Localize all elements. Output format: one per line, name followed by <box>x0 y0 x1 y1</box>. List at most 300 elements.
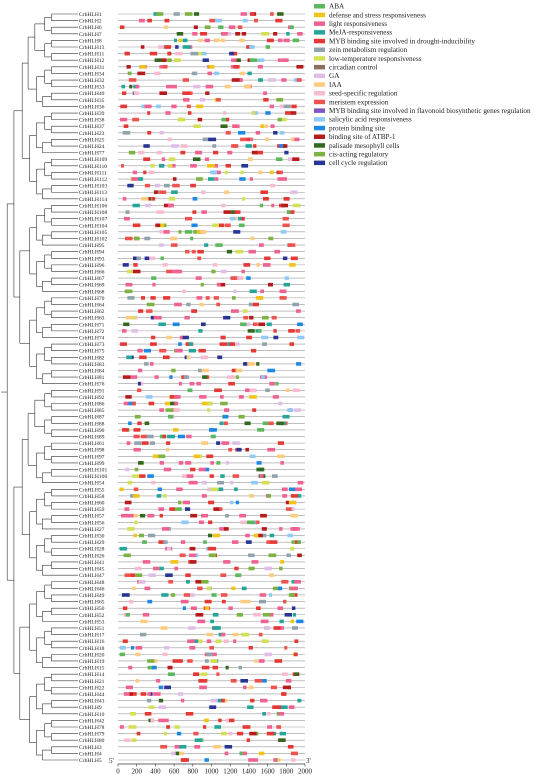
cis-element-box <box>122 91 126 95</box>
cis-element-box <box>294 408 301 412</box>
legend-label: palisade mesophyll cells <box>329 141 400 150</box>
cis-element-box <box>256 296 264 300</box>
cis-element-box <box>143 157 150 161</box>
cis-element-box <box>212 593 217 597</box>
cis-element-box <box>208 547 216 551</box>
cis-element-box <box>261 375 265 379</box>
cis-element-box <box>167 435 175 439</box>
cis-element-box <box>197 257 201 261</box>
cis-element-box <box>253 613 261 617</box>
cis-element-box <box>190 481 197 485</box>
gene-label: CrbHLH77 <box>79 150 105 157</box>
cis-element-box <box>187 474 194 478</box>
cis-element-box <box>287 534 293 538</box>
cis-element-box <box>161 593 168 597</box>
cis-element-box <box>286 501 289 505</box>
cis-element-box <box>225 745 233 749</box>
cis-element-box <box>124 124 129 128</box>
cis-element-box <box>296 309 301 313</box>
cis-element-box <box>141 197 148 201</box>
cis-element-box <box>276 157 283 161</box>
legend-swatch <box>314 56 325 61</box>
cis-element-box <box>291 111 297 115</box>
cis-element-box <box>132 118 139 122</box>
cis-element-box <box>249 686 254 690</box>
cis-element-box <box>241 633 249 637</box>
gene-label: CrbHLH19 <box>79 658 105 665</box>
cis-element-box <box>135 573 142 577</box>
cis-element-box <box>149 402 155 406</box>
cis-element-box <box>283 217 289 221</box>
cis-element-box <box>120 105 127 109</box>
promoter-tracks <box>118 12 305 762</box>
cis-element-box <box>221 270 227 274</box>
gene-label: CrbHLH48 <box>79 579 105 586</box>
cis-element-box <box>262 316 269 320</box>
cis-element-box <box>147 659 154 663</box>
cis-element-box <box>143 144 149 148</box>
cis-element-box <box>285 613 292 617</box>
cis-element-box <box>256 131 261 135</box>
cis-element-box <box>238 25 243 29</box>
gene-label: CrbHLH81 <box>79 375 105 382</box>
cis-element-box <box>280 131 285 135</box>
cis-element-box <box>189 554 196 558</box>
cis-element-box <box>240 323 246 327</box>
gene-label: CrbHLH24 <box>79 144 105 151</box>
cis-element-box <box>211 435 216 439</box>
cis-element-box <box>181 540 185 544</box>
cis-element-box <box>126 613 130 617</box>
cis-element-box <box>253 303 260 307</box>
gene-label: CrbHLH64 <box>79 302 105 309</box>
cis-element-box <box>290 587 298 591</box>
cis-element-box <box>142 441 149 445</box>
cis-element-box <box>151 719 155 723</box>
cis-element-box <box>281 580 288 584</box>
cis-element-box <box>178 342 182 346</box>
cis-element-box <box>124 217 130 221</box>
cis-element-box <box>230 342 236 346</box>
cis-element-box <box>259 752 264 756</box>
cis-element-box <box>132 316 136 320</box>
cis-element-box <box>196 105 203 109</box>
cis-element-box <box>273 336 278 340</box>
cis-element-box <box>127 441 131 445</box>
cis-element-box <box>158 455 165 459</box>
cis-element-box <box>236 369 242 373</box>
cis-element-box <box>214 39 220 43</box>
cis-element-box <box>209 705 216 709</box>
gene-label: CrbHLH66 <box>79 269 105 276</box>
cis-element-box <box>183 606 186 610</box>
cis-element-box <box>223 111 226 115</box>
cis-element-box <box>265 111 270 115</box>
cis-element-box <box>134 428 141 432</box>
cis-element-box <box>168 204 174 208</box>
axis-tick-label: 1000 <box>204 767 219 776</box>
cis-element-box <box>228 32 231 36</box>
cis-element-box <box>284 283 290 287</box>
cis-element-box <box>186 712 194 716</box>
gene-label: CrbHLH21 <box>79 678 105 685</box>
cis-element-box <box>278 402 282 406</box>
cis-element-box <box>256 362 259 366</box>
cis-element-box <box>193 197 198 201</box>
cis-element-box <box>178 501 182 505</box>
cis-element-box <box>262 481 270 485</box>
cis-element-box <box>187 105 191 109</box>
cis-element-box <box>249 646 253 650</box>
cis-element-box <box>146 395 153 399</box>
cis-element-box <box>201 580 209 584</box>
cis-element-box <box>165 573 173 577</box>
cis-element-box <box>132 329 138 333</box>
cis-element-box <box>224 639 229 643</box>
cis-element-box <box>205 25 211 29</box>
cis-element-box <box>228 382 235 386</box>
cis-element-box <box>124 402 129 406</box>
cis-element-box <box>280 461 284 465</box>
cis-element-box <box>282 118 287 122</box>
cis-element-box <box>297 78 302 82</box>
cis-element-box <box>270 534 275 538</box>
cis-element-box <box>204 719 209 723</box>
cis-element-box <box>201 514 208 518</box>
cis-element-box <box>160 230 163 234</box>
gene-label: CrbHLH68 <box>79 289 105 296</box>
cis-element-box <box>212 224 219 228</box>
cis-element-box <box>127 296 134 300</box>
cis-element-box <box>232 441 240 445</box>
cis-element-box <box>216 98 221 102</box>
cis-element-box <box>137 732 141 736</box>
cis-element-box <box>252 408 256 412</box>
cis-element-box <box>141 692 147 696</box>
gene-label: CrbHLH84 <box>79 368 105 375</box>
cis-element-box <box>255 679 263 683</box>
cis-element-box <box>174 395 181 399</box>
gene-label: CrbHLH88 <box>79 421 105 428</box>
cis-element-box <box>296 362 301 366</box>
cis-element-box <box>235 573 241 577</box>
cis-element-box <box>180 336 183 340</box>
cis-element-box <box>205 39 210 43</box>
cis-element-box <box>240 752 243 756</box>
cis-element-box <box>162 527 169 531</box>
cis-element-box <box>221 124 228 128</box>
cis-element-box <box>270 540 278 544</box>
cis-element-box <box>294 639 298 643</box>
cis-element-box <box>160 190 166 194</box>
cis-element-box <box>176 752 179 756</box>
cis-element-box <box>192 210 196 214</box>
cis-element-box <box>140 65 146 69</box>
cis-element-box <box>234 567 238 571</box>
cis-element-box <box>178 39 182 43</box>
cis-element-box <box>292 527 300 531</box>
cis-element-box <box>293 39 300 43</box>
cis-element-box <box>232 78 240 82</box>
cis-element-box <box>158 507 164 511</box>
cis-element-box <box>280 105 284 109</box>
cis-element-box <box>230 276 237 280</box>
cis-element-box <box>193 230 197 234</box>
cis-element-box <box>168 666 173 670</box>
cis-element-box <box>182 91 190 95</box>
gene-label: CrbHLH73 <box>79 342 105 349</box>
cis-element-box <box>149 171 155 175</box>
cis-element-box <box>283 224 290 228</box>
cis-element-box <box>190 382 195 386</box>
cis-element-box <box>263 98 268 102</box>
cis-element-box <box>160 514 163 518</box>
cis-element-box <box>261 336 268 340</box>
cis-element-box <box>136 646 143 650</box>
cis-element-box <box>201 441 208 445</box>
cis-element-box <box>158 323 166 327</box>
cis-element-box <box>154 316 162 320</box>
legend-swatch <box>314 100 325 105</box>
cis-element-box <box>275 382 278 386</box>
cis-element-box <box>171 369 175 373</box>
gene-label: CrbHLH57 <box>79 513 105 520</box>
gene-label: CrbHLH55 <box>79 487 105 494</box>
gene-label: CrbHLH14 <box>79 672 105 679</box>
cis-element-box <box>298 494 301 498</box>
cis-element-box <box>128 72 132 76</box>
gene-label: CrbHLH26 <box>79 553 105 560</box>
cis-element-box <box>291 752 298 756</box>
cis-element-box <box>209 646 214 650</box>
gene-label: CrbHLH53 <box>79 619 105 626</box>
cis-element-box <box>174 567 178 571</box>
cis-element-box <box>203 58 209 62</box>
gene-labels <box>79 12 107 764</box>
legend-swatch <box>314 82 325 87</box>
cis-element-box <box>126 686 133 690</box>
cis-element-box <box>198 369 202 373</box>
cis-element-box <box>126 283 133 287</box>
cis-element-box <box>250 290 257 294</box>
cis-element-box <box>284 646 287 650</box>
cis-element-box <box>268 283 273 287</box>
cis-element-box <box>249 567 255 571</box>
cis-element-box <box>281 204 288 208</box>
cis-element-box <box>141 45 145 49</box>
cis-element-box <box>201 283 204 287</box>
legend-swatch <box>314 91 325 96</box>
cis-element-box <box>238 131 245 135</box>
cis-element-box <box>190 468 195 472</box>
cis-element-box <box>179 745 186 749</box>
cis-element-box <box>294 653 298 657</box>
cis-element-box <box>198 39 203 43</box>
cis-element-box <box>145 587 151 591</box>
cis-element-box <box>263 197 269 201</box>
cis-element-box <box>153 455 159 459</box>
cis-element-box <box>268 422 273 426</box>
cis-element-box <box>141 296 145 300</box>
gene-label: CrbHLH79 <box>79 731 105 738</box>
gene-label: CrbHLH40 <box>79 91 105 98</box>
cis-element-box <box>223 560 230 564</box>
gene-label: CrbHLH28 <box>79 546 105 553</box>
gene-label: CrbHLH7 <box>79 31 102 38</box>
cis-element-box <box>286 507 292 511</box>
cis-element-box <box>167 52 170 56</box>
gene-label: CrbHLH103 <box>79 183 108 190</box>
cis-element-box <box>289 501 296 505</box>
axis-tick-label: 2000 <box>298 767 312 776</box>
gene-label: CrbHLH86 <box>79 401 105 408</box>
cis-element-box <box>121 164 124 168</box>
cis-element-box <box>182 336 189 340</box>
cis-element-box <box>202 494 207 498</box>
cis-element-box <box>193 672 199 676</box>
cis-element-box <box>282 692 285 696</box>
cis-element-box <box>297 554 302 558</box>
cis-element-box <box>208 138 216 142</box>
cis-element-box <box>217 356 222 360</box>
cis-element-box <box>126 356 132 360</box>
cis-element-box <box>265 626 271 630</box>
cis-element-box <box>220 395 224 399</box>
cis-element-box <box>121 514 128 518</box>
cis-element-box <box>190 237 193 241</box>
cis-element-box <box>221 593 228 597</box>
cis-element-box <box>249 732 256 736</box>
cis-element-box <box>164 732 167 736</box>
cis-element-box <box>169 507 175 511</box>
cis-element-box <box>137 389 141 393</box>
cis-element-box <box>173 408 180 412</box>
cis-element-box <box>159 686 163 690</box>
cis-element-box <box>181 699 184 703</box>
cis-element-box <box>145 204 151 208</box>
gene-label: CrbHLH1 <box>79 12 102 18</box>
gene-label: CrbHLH6 <box>79 25 102 32</box>
cis-element-box <box>151 276 156 280</box>
cis-element-box <box>202 481 207 485</box>
cis-element-box <box>291 105 296 109</box>
cis-element-box <box>216 303 220 307</box>
cis-element-box <box>140 633 146 637</box>
cis-element-box <box>132 738 137 742</box>
cis-element-box <box>199 349 206 353</box>
cis-element-box <box>134 521 137 525</box>
cis-element-box <box>247 738 250 742</box>
cis-element-box <box>213 263 217 267</box>
gene-label: CrbHLH42 <box>79 718 105 725</box>
cis-element-box <box>186 435 192 439</box>
cis-element-box <box>246 144 253 148</box>
cis-element-box <box>233 633 239 637</box>
gene-label: CrbHLH51 <box>79 625 105 632</box>
cis-element-box <box>168 672 175 676</box>
cis-element-box <box>174 303 182 307</box>
cis-element-box <box>199 303 204 307</box>
cis-element-box <box>152 666 157 670</box>
gene-label: CrbHLH62 <box>79 309 105 316</box>
cis-element-box <box>123 323 129 327</box>
cis-element-box <box>201 356 208 360</box>
cis-element-box <box>249 303 252 307</box>
cis-element-box <box>270 171 274 175</box>
cis-element-box <box>145 105 152 109</box>
legend-label: seed-specific regulation <box>329 89 398 98</box>
cis-element-box <box>161 257 164 261</box>
cis-element-box <box>214 389 222 393</box>
gene-label: CrbHLH34 <box>79 71 105 78</box>
cis-element-box <box>254 19 258 23</box>
cis-element-box <box>133 494 140 498</box>
cis-element-box <box>261 32 269 36</box>
cis-element-box <box>208 65 214 69</box>
cis-element-box <box>285 276 289 280</box>
legend-swatch <box>314 126 325 131</box>
cis-element-box <box>161 626 168 630</box>
cis-element-box <box>282 58 289 62</box>
cis-element-box <box>189 646 195 650</box>
cis-element-box <box>238 217 241 221</box>
gene-label: CrbHLH99 <box>79 460 105 467</box>
cis-element-box <box>202 369 209 373</box>
gene-label: CrbHLH52 <box>79 612 105 619</box>
cis-element-box <box>160 461 164 465</box>
cis-element-box <box>239 395 244 399</box>
cis-element-box <box>159 243 164 247</box>
cis-element-box <box>169 375 172 379</box>
cis-element-box <box>244 85 251 89</box>
cis-element-box <box>292 626 298 630</box>
cis-element-box <box>206 653 212 657</box>
cis-element-box <box>283 600 286 604</box>
cis-element-box <box>191 224 197 228</box>
gene-label: CrbHLH49 <box>79 592 105 599</box>
cis-element-box <box>158 488 162 492</box>
cis-element-box <box>176 488 182 492</box>
cis-element-box <box>247 362 255 366</box>
cis-element-box <box>280 732 287 736</box>
cis-element-box <box>198 118 203 122</box>
cis-element-box <box>214 72 220 76</box>
cis-element-box <box>120 488 124 492</box>
cis-element-box <box>183 45 191 49</box>
legend-label: circadian control <box>329 63 378 72</box>
cis-element-box <box>138 382 141 386</box>
cis-element-box <box>133 171 137 175</box>
cis-element-box <box>131 375 138 379</box>
cis-element-box <box>283 144 287 148</box>
cis-element-box <box>262 534 266 538</box>
cis-element-box <box>189 342 193 346</box>
cis-element-box <box>127 527 135 531</box>
cis-element-box <box>284 197 290 201</box>
cis-element-box <box>260 204 263 208</box>
cis-element-box <box>132 402 136 406</box>
cis-element-box <box>269 382 275 386</box>
axis-tick-label: 0 <box>116 767 120 776</box>
gene-label: CrbHLH54 <box>79 480 105 487</box>
cis-element-box <box>260 124 264 128</box>
cis-element-box <box>245 389 249 393</box>
cis-element-box <box>199 521 204 525</box>
cis-element-box <box>225 85 231 89</box>
cis-element-box <box>139 534 144 538</box>
cis-element-box <box>184 316 189 320</box>
cis-element-box <box>141 435 148 439</box>
